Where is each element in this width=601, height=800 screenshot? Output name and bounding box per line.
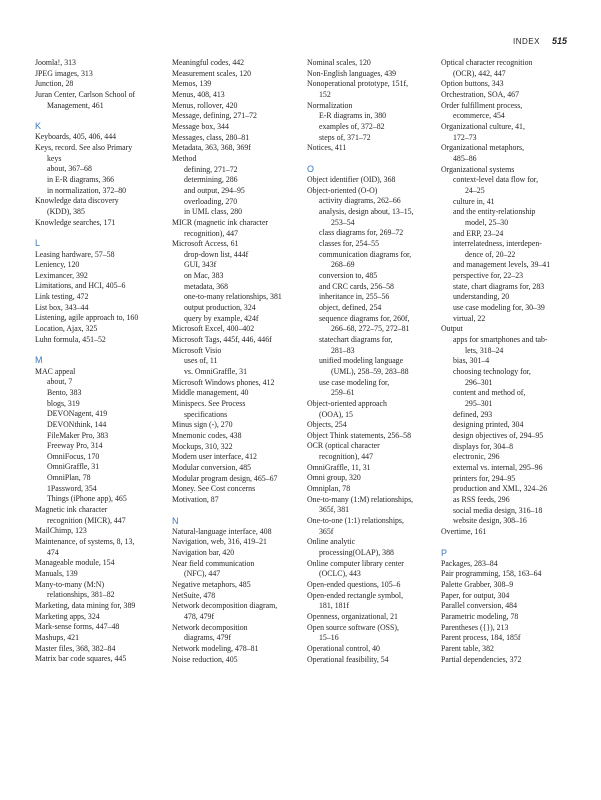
index-subentry: choosing technology for, (453, 367, 531, 377)
index-subentry: Management, 461 (47, 100, 104, 110)
index-subentry: 253–54 (331, 217, 355, 227)
index-subentry: 181, 181f (319, 601, 350, 611)
index-entry: Object Think statements, 256–58 (307, 430, 411, 440)
index-entry: Many-to-many (M:N) (35, 579, 105, 589)
index-subentry: about, 7 (47, 377, 73, 387)
index-entry: Microsoft Visio (172, 345, 222, 355)
index-subentry: 365f (319, 526, 334, 536)
index-entry: Limitations, and HCI, 405–6 (35, 281, 126, 291)
index-subentry: culture in, 41 (453, 196, 495, 206)
index-entry: Knowledge searches, 171 (35, 217, 116, 227)
index-subentry: and output, 294–95 (184, 185, 245, 195)
index-subentry: GUI, 343f (184, 260, 217, 270)
index-subentry: drop-down list, 444f (184, 249, 249, 259)
index-subentry: 172–73 (453, 132, 477, 142)
index-entry: Open-ended questions, 105–6 (307, 580, 401, 589)
index-subentry: FileMaker Pro, 383 (47, 430, 109, 440)
index-entry: Online computer library center (307, 558, 404, 568)
index-column-1 (35, 58, 167, 665)
index-subentry: 1Password, 354 (47, 483, 97, 493)
index-entry: Nominal scales, 120 (307, 58, 371, 67)
index-subentry: steps of, 371–72 (319, 132, 371, 142)
index-subentry: Freeway Pro, 314 (47, 441, 103, 451)
index-entry: Master files, 368, 382–84 (35, 643, 116, 653)
index-entry: Natural-language interface, 408 (172, 526, 272, 536)
index-entry: Joomla!, 313 (35, 58, 76, 67)
index-subentry: 281–83 (331, 345, 355, 355)
index-subentry: unified modeling language (319, 356, 404, 366)
index-subentry: external vs. internal, 295–96 (453, 462, 543, 472)
section-title: INDEX (513, 37, 540, 46)
index-subentry: use case modeling for, (319, 377, 390, 387)
index-subentry: apps for smartphones and tab- (453, 335, 548, 345)
index-entry: Leasing hardware, 57–58 (35, 249, 115, 259)
index-subentry: and ERP, 23–24 (453, 228, 504, 238)
index-entry: Measurement scales, 120 (172, 68, 252, 78)
index-subentry: determining, 286 (184, 175, 238, 185)
running-header (513, 36, 567, 50)
index-subentry: (KDD), 385 (47, 207, 85, 217)
index-entry: MICR (magnetic ink character (172, 217, 269, 227)
index-entry: Organizational systems (441, 164, 515, 174)
index-subentry: recognition (MICR), 447 (47, 515, 126, 525)
index-entry: Parent process, 184, 185f (441, 633, 521, 643)
index-subentry: Bento, 383 (47, 387, 82, 397)
index-subentry: displays for, 304–8 (453, 441, 514, 451)
index-subentry: keys (47, 153, 62, 163)
index-entry: Optical character recognition (441, 58, 533, 67)
index-entry: Order fulfillment process, (441, 100, 523, 110)
index-entry: Navigation bar, 420 (172, 548, 235, 558)
index-entry: Packages, 283–84 (441, 558, 498, 568)
index-entry: NetSuite, 478 (172, 590, 216, 600)
index-subentry: on Mac, 383 (184, 271, 224, 281)
index-column-2 (172, 58, 304, 665)
index-entry: Openness, organizational, 21 (307, 611, 398, 621)
index-entry: Mnemonic codes, 438 (172, 430, 242, 440)
index-subentry: OmniGraffle, 31 (47, 462, 100, 472)
index-subentry: 152 (319, 89, 331, 99)
index-entry: Metadata, 363, 368, 369f (172, 143, 251, 153)
index-entry: Manageable module, 154 (35, 558, 115, 568)
index-entry: Maintenance, of systems, 8, 13, (35, 537, 135, 547)
index-entry: Object-oriented (O-O) (307, 185, 378, 195)
index-entry: Open source software (OSS), (307, 622, 399, 632)
letter-heading: O (307, 163, 315, 174)
index-subentry: specifications (184, 409, 228, 419)
index-subentry: (OOA), 15 (319, 409, 353, 419)
index-column-4 (441, 58, 573, 665)
index-subentry: vs. OmniGraffle, 31 (184, 367, 248, 377)
index-entry: Option buttons, 343 (441, 79, 504, 89)
index-entry: Organizational culture, 41, (441, 121, 525, 131)
index-entry: Knowledge data discovery (35, 196, 119, 206)
index-entry: Manuals, 139 (35, 569, 78, 579)
index-entry: Microsoft Tags, 445f, 446, 446f (172, 335, 272, 345)
index-subentry: production and XML, 324–26 (453, 484, 548, 494)
index-subentry: examples of, 372–82 (319, 121, 385, 131)
index-subentry: 485–86 (453, 153, 477, 163)
index-entry: Overtime, 161 (441, 526, 487, 536)
index-entry: Minus sign (-), 270 (172, 420, 233, 430)
index-subentry: 295–301 (465, 399, 493, 408)
letter-heading: N (172, 515, 179, 526)
index-entry: Message box, 344 (172, 121, 229, 131)
index-subentry: activity diagrams, 262–66 (319, 196, 401, 206)
index-entry: Organizational metaphors, (441, 143, 525, 153)
index-subentry: 24–25 (465, 185, 485, 195)
index-entry: Omniplan, 78 (307, 484, 351, 494)
index-entry: Notices, 411 (307, 143, 347, 153)
index-subentry: OmniFocus, 170 (47, 451, 100, 461)
index-entry: Noise reduction, 405 (172, 654, 238, 664)
index-subentry: communication diagrams for, (319, 249, 412, 259)
index-subentry: uses of, 11 (184, 356, 218, 366)
index-entry: Matrix bar code squares, 445 (35, 654, 127, 664)
index-entry: Nonoperational prototype, 151f, (307, 79, 409, 89)
index-entry: Microsoft Windows phones, 412 (172, 377, 275, 387)
index-entry: Magnetic ink character (35, 505, 108, 515)
index-subentry: bias, 301–4 (453, 356, 490, 366)
index-entry: Mockups, 310, 322 (172, 441, 233, 451)
letter-heading: P (441, 547, 448, 558)
index-subentry: dence of, 20–22 (465, 249, 516, 259)
index-entry: Network decomposition (172, 622, 248, 632)
index-subentry: output production, 324 (184, 303, 256, 313)
index-subentry: overloading, 270 (184, 196, 238, 206)
index-entry: Parallel conversion, 484 (441, 601, 518, 611)
index-subentry: website design, 308–16 (453, 516, 527, 526)
index-subentry: defined, 293 (453, 409, 493, 419)
index-entry: Memos, 139 (172, 79, 212, 89)
index-entry: Online analytic (307, 537, 356, 547)
index-subentry: OmniPlan, 78 (47, 473, 91, 483)
index-subentry: interrelatedness, interdepen- (453, 239, 542, 249)
index-entry: Method (172, 153, 197, 163)
index-subentry: lets, 318–24 (465, 345, 504, 355)
index-subentry: perspective for, 22–23 (453, 271, 524, 281)
index-subentry: 266–68, 272–75, 272–81 (331, 324, 410, 334)
index-subentry: printers for, 294–95 (453, 473, 516, 483)
index-entry: Pair programming, 158, 163–64 (441, 569, 542, 579)
index-entry: Menus, rollover, 420 (172, 100, 238, 110)
index-subentry: sequence diagrams for, 260f, (319, 313, 410, 323)
index-subentry: statechart diagrams for, (319, 334, 393, 344)
index-subentry: relationships, 381–82 (47, 590, 115, 600)
index-subentry: ecommerce, 454 (453, 111, 505, 121)
index-entry: Message, defining, 271–72 (172, 111, 257, 121)
index-subentry: diagrams, 479f (184, 633, 232, 643)
index-subentry: designing printed, 304 (453, 420, 524, 430)
index-subentry: 268–69 (331, 260, 355, 270)
index-subentry: in normalization, 372–80 (47, 185, 127, 195)
index-entry: Network decomposition diagram, (172, 601, 278, 611)
index-entry: Microsoft Access, 61 (172, 239, 239, 249)
index-subentry: (OCR), 442, 447 (453, 68, 506, 78)
index-subentry: E-R diagrams in, 380 (319, 111, 387, 121)
index-entry: MailChimp, 123 (35, 526, 87, 536)
index-entry: Operational feasibility, 54 (307, 654, 389, 664)
index-subentry: conversion to, 485 (319, 270, 378, 280)
index-entry: Object-oriented approach (307, 398, 387, 408)
index-entry: Menus, 408, 413 (172, 89, 225, 99)
index-subentry: (OCLC), 443 (319, 569, 361, 579)
index-subentry: in UML class, 280 (184, 207, 243, 217)
index-entry: Output (441, 324, 463, 334)
index-subentry: and management levels, 39–41 (453, 260, 551, 270)
letter-heading: M (35, 355, 43, 366)
index-subentry: 296–301 (465, 377, 493, 387)
index-subentry: in E-R diagrams, 366 (47, 175, 115, 185)
index-entry: Leximancer, 392 (35, 270, 88, 280)
index-entry: OCR (optical character (307, 441, 380, 451)
index-entry: Location, Ajax, 325 (35, 324, 98, 334)
index-entry: OmniGraffle, 11, 31 (307, 462, 371, 472)
index-subentry: use case modeling for, 30–39 (453, 303, 545, 313)
index-entry: Modern user interface, 412 (172, 452, 257, 462)
index-subentry: context-level data flow for, (453, 175, 539, 185)
index-entry: Meaningful codes, 442 (172, 58, 245, 67)
index-entry: Paper, for output, 304 (441, 590, 510, 600)
index-subentry: object, defined, 254 (319, 302, 382, 312)
index-entry: Network modeling, 478–81 (172, 643, 259, 653)
index-subentry: content and method of, (453, 388, 526, 398)
index-subentry: understanding, 20 (453, 292, 510, 302)
index-subentry: state, chart diagrams for, 283 (453, 281, 545, 291)
index-subentry: processing(OLAP), 388 (319, 548, 394, 558)
index-entry: Omni group, 320 (307, 473, 361, 483)
index-subentry: about, 367–68 (47, 164, 92, 174)
index-entry: Messages, class, 280–81 (172, 132, 250, 142)
page-number: 515 (551, 36, 567, 46)
index-entry: Juran Center, Carlson School of (35, 89, 136, 99)
index-subentry: blogs, 319 (47, 398, 80, 408)
index-entry: Open-ended rectangle symbol, (307, 590, 404, 600)
index-entry: Parent table, 382 (441, 643, 494, 653)
index-subentry: 15–16 (319, 633, 339, 643)
index-column-3 (307, 58, 439, 665)
index-subentry: 259–61 (331, 388, 355, 398)
index-entry: Near field communication (172, 558, 255, 568)
index-entry: One-to-one (1:1) relationships, (307, 516, 404, 526)
index-subentry: and the entity-relationship (453, 207, 536, 217)
index-entry: Link testing, 472 (35, 292, 89, 302)
letter-heading: L (35, 238, 41, 249)
index-entry: Modular conversion, 485 (172, 462, 252, 472)
index-entry: Luhn formula, 451–52 (35, 334, 106, 344)
index-subentry: DEVONagent, 419 (47, 409, 108, 419)
index-entry: Non-English languages, 439 (307, 68, 397, 78)
index-subentry: 365f, 381 (319, 505, 350, 515)
index-entry: Keyboards, 405, 406, 444 (35, 132, 117, 142)
index-entry: Parentheses ({}), 213 (441, 622, 509, 632)
index-subentry: virtual, 22 (453, 313, 486, 323)
index-subentry: electronic, 296 (453, 452, 500, 462)
index-entry: MAC appeal (35, 366, 76, 376)
index-subentry: 474 (47, 547, 59, 557)
index-entry: One-to-many (1:M) relationships, (307, 494, 414, 504)
index-entry: Listening, agile approach to, 160 (35, 313, 139, 323)
index-entry: Parametric modeling, 78 (441, 611, 519, 621)
index-entry: Marketing, data mining for, 389 (35, 601, 136, 610)
index-subentry: (UML), 258–59, 283–88 (331, 366, 409, 376)
index-subentry: model, 25–30 (465, 217, 509, 227)
index-subentry: social media design, 316–18 (453, 505, 543, 515)
index-subentry: recognition), 447 (319, 452, 374, 462)
index-entry: Leniency, 120 (35, 260, 80, 270)
index-subentry: metadata, 368 (184, 281, 228, 291)
index-entry: Keys, record. See also Primary (35, 143, 133, 153)
index-subentry: analysis, design about, 13–15, (319, 207, 414, 217)
index-subentry: class diagrams for, 269–72 (319, 228, 404, 238)
index-entry: Modular program design, 465–67 (172, 473, 278, 483)
index-subentry: 478, 479f (184, 611, 215, 621)
index-entry: Minispecs. See Process (172, 399, 246, 408)
index-subentry: inheritance in, 255–56 (319, 292, 390, 302)
index-subentry: Things (iPhone app), 465 (47, 494, 127, 504)
index-subentry: one-to-many relationships, 381 (184, 292, 282, 302)
index-entry: Middle management, 40 (172, 388, 249, 398)
index-entry: List box, 343–44 (35, 302, 89, 312)
letter-heading: K (35, 121, 42, 132)
index-entry: JPEG images, 313 (35, 68, 93, 78)
index-subentry: (NFC), 447 (184, 569, 221, 579)
index-entry: Money. See Cost concerns (172, 484, 256, 494)
index-entry: Object identifier (OID), 368 (307, 175, 396, 185)
index-entry: Palette Grabber, 308–9 (441, 580, 514, 589)
index-entry: Orchestration, SOA, 467 (441, 89, 519, 99)
index-subentry: design objectives of, 294–95 (453, 430, 544, 440)
index-subentry: classes for, 254–55 (319, 239, 380, 248)
index-entry: Mark-sense forms, 447–48 (35, 622, 120, 632)
index-subentry: defining, 271–72 (184, 164, 238, 174)
index-subentry: DEVONthink, 144 (47, 419, 107, 429)
index-entry: Microsoft Excel, 400–402 (172, 324, 255, 334)
index-entry: Marketing apps, 324 (35, 611, 100, 621)
index-entry: Mashups, 421 (35, 632, 80, 642)
index-entry: Objects, 254 (307, 420, 347, 430)
index-subentry: and CRC cards, 256–58 (319, 281, 394, 291)
index-subentry: as RSS feeds, 296 (453, 494, 510, 504)
index-entry: Motivation, 87 (172, 494, 219, 504)
index-entry: Partial dependencies, 372 (441, 654, 522, 664)
index-subentry: query by example, 424f (184, 313, 259, 323)
index-entry: Operational control, 40 (307, 643, 380, 653)
index-entry: Normalization (307, 100, 353, 110)
index-entry: Negative metaphors, 485 (172, 580, 251, 589)
index-entry: Junction, 28 (35, 79, 74, 89)
index-subentry: recognition), 447 (184, 228, 239, 238)
index-entry: Navigation, web, 316, 419–21 (172, 537, 267, 547)
